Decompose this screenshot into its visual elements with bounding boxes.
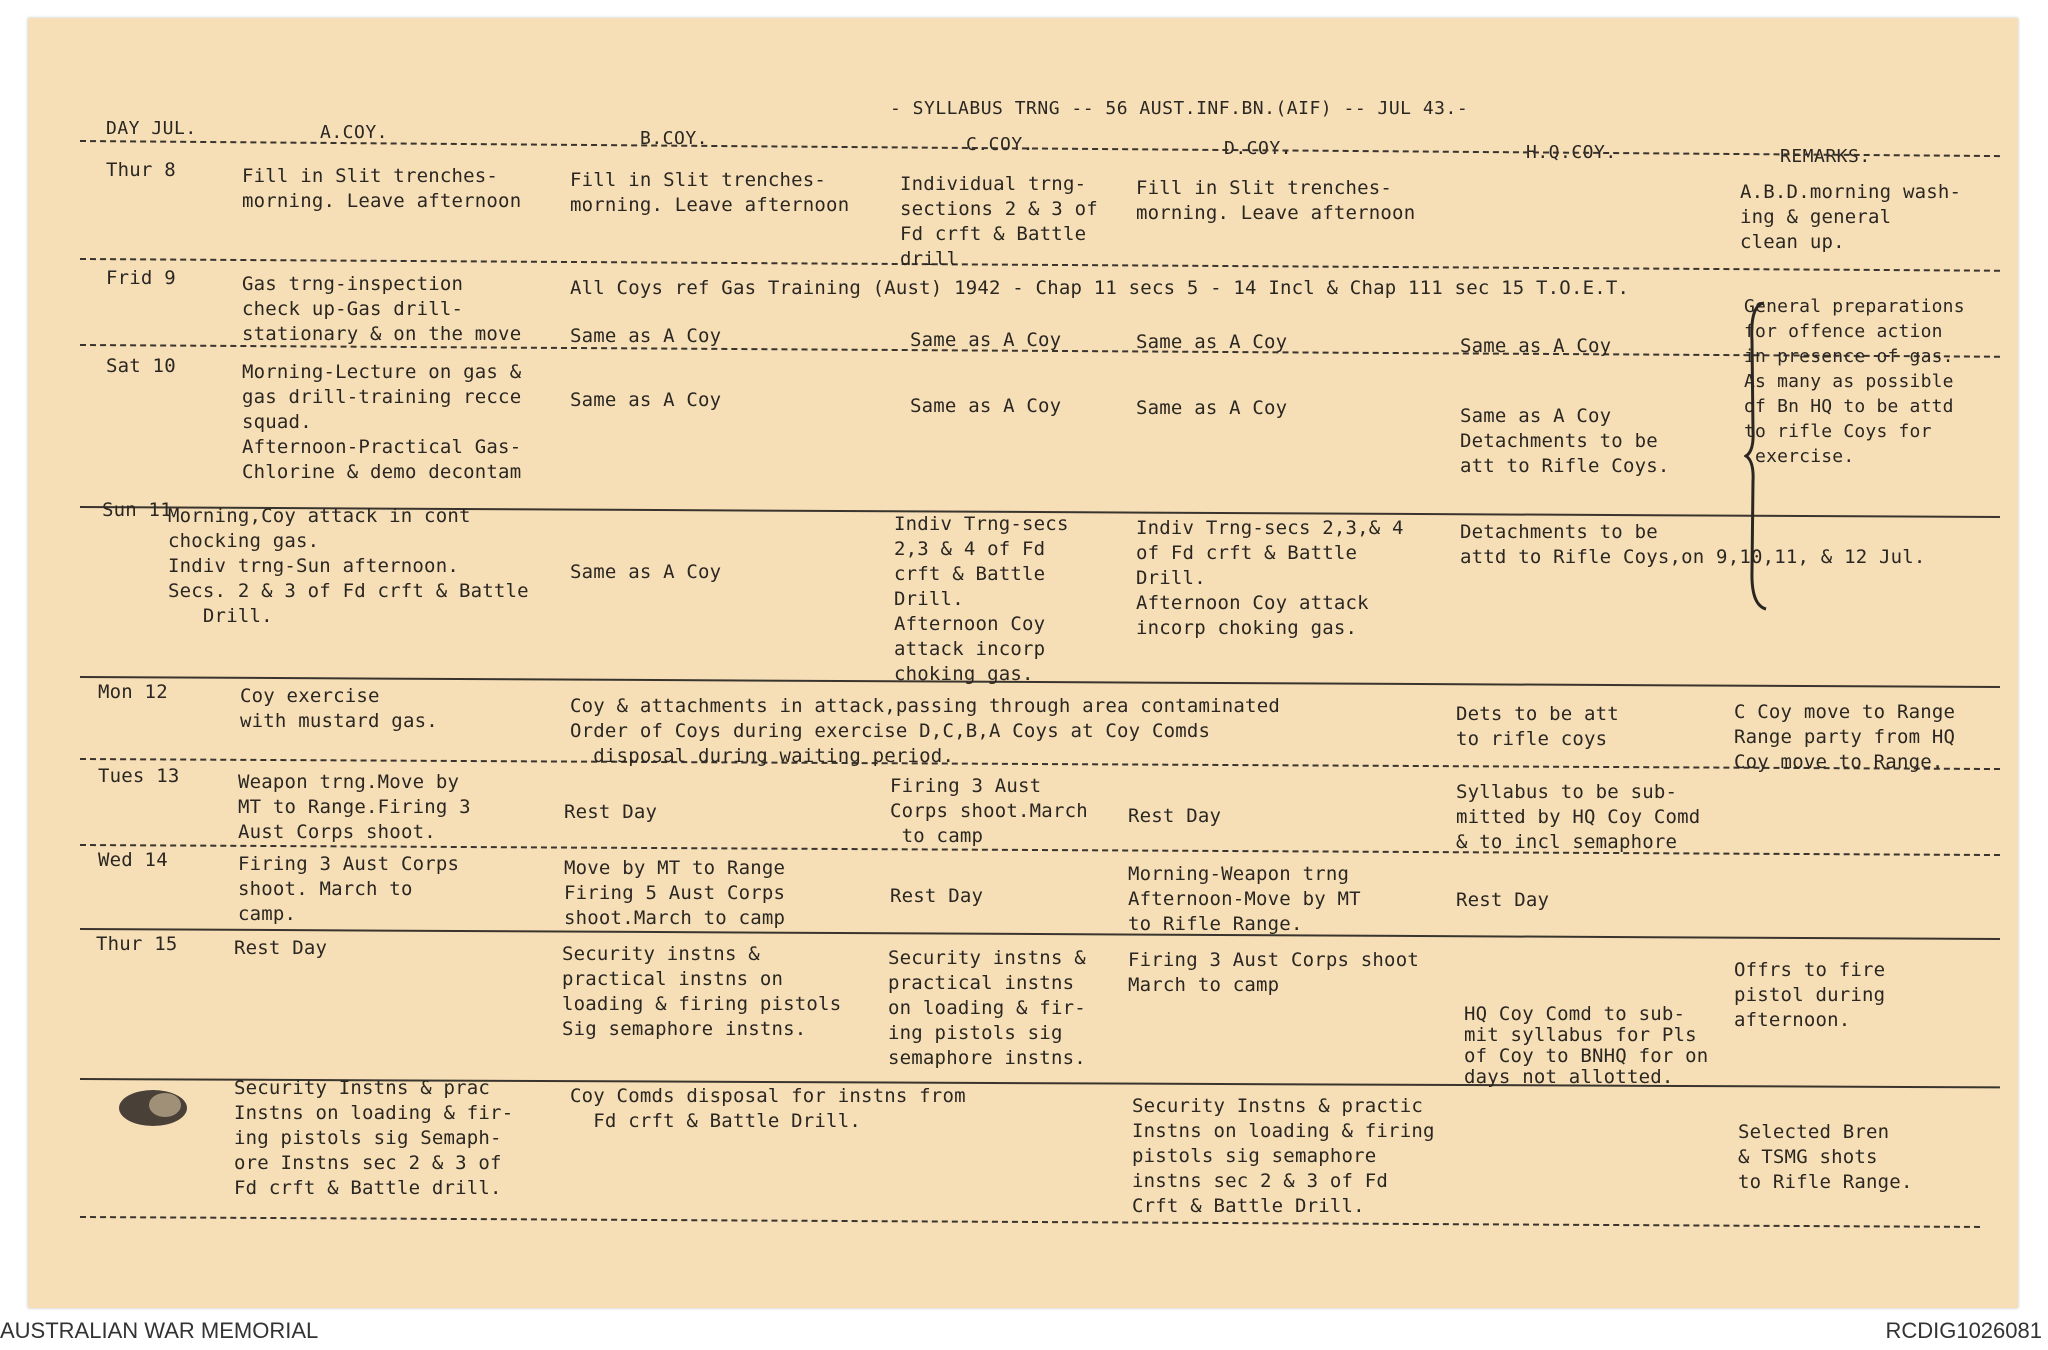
header-d-coy: D.COY. (1224, 138, 1293, 159)
cell-mon12-span: Coy & attachments in attack,passing through area contaminated Order of Coys during exercise D,C,B,A Coys at Coy Comds disposal during waiting period. (570, 695, 1280, 767)
cell-fri9-b: Same as A Coy (570, 325, 722, 347)
document-sheet (28, 18, 2018, 1308)
cell-sat10-hq: Same as A Coy Detachments to be att to Rifle Coys. (1460, 405, 1670, 477)
cell-sun11-hq: Detachments to be attd to Rifle Coys,on 9,10,11, & 12 Jul. (1460, 521, 1926, 568)
cell-fri9-hq: Same as A Coy (1460, 335, 1612, 357)
cell-sun11-c: Indiv Trng-secs 2,3 & 4 of Fd crft & Battle Drill. Afternoon Coy attack incorp choking gas. (894, 513, 1069, 685)
cell-wed14-c: Rest Day (890, 885, 984, 907)
cell-fri9-span: All Coys ref Gas Training (Aust) 1942 - Chap 11 secs 5 - 14 Incl & Chap 111 sec 15 T.O.E.T. (570, 277, 1630, 299)
cell-tue13-hq: Syllabus to be sub- mitted by HQ Coy Comd & to incl semaphore (1456, 781, 1701, 853)
cell-sun11-a: Morning,Coy attack in cont chocking gas. Indiv trng-Sun afternoon. Secs. 2 & 3 of Fd crft & Battle Drill. (168, 505, 529, 627)
cell-thu15-hq: HQ Coy Comd to sub- mit syllabus for Pls of Coy to BNHQ for on days not allotted. (1464, 1003, 1709, 1088)
header-day: DAY JUL. (106, 118, 197, 139)
rule-header (80, 140, 2000, 157)
day-mon12: Mon 12 (98, 681, 168, 703)
cell-thu8-d: Fill in Slit trenches- morning. Leave afternoon (1136, 177, 1416, 224)
cell-sat10-c: Same as A Coy (910, 395, 1062, 417)
day-sun11: Sun 11 (102, 499, 172, 521)
cell-tue13-b: Rest Day (564, 801, 658, 823)
cell-tue13-a: Weapon trng.Move by MT to Range.Firing 3 Aust Corps shoot. (238, 771, 471, 843)
footer-credit: AUSTRALIAN WAR MEMORIAL (0, 1318, 319, 1343)
cell-thu15-c: Security instns & practical instns on loading & fir- ing pistols sig semaphore instns. (888, 947, 1086, 1069)
day-fri9: Frid 9 (106, 267, 176, 289)
cell-wed14-d: Morning-Weapon trng Afternoon-Move by MT to Rifle Range. (1128, 863, 1361, 935)
rule-row (80, 928, 2000, 940)
cell-sat10-b: Same as A Coy (570, 389, 722, 411)
cell-thu15-b: Security instns & practical instns on loading & firing pistols Sig semaphore instns. (562, 943, 842, 1040)
cell-mon12-a: Coy exercise with mustard gas. (240, 685, 438, 732)
cell-fri16-b: Coy Comds disposal for instns from Fd crft & Battle Drill. (570, 1085, 966, 1132)
cell-fri16-a: Security Instns & prac Instns on loading & fir- ing pistols sig Semaph- ore Instns sec 2 & 3 of Fd crft & Battle drill. (234, 1077, 514, 1199)
document-title: - SYLLABUS TRNG -- 56 AUST.INF.BN.(AIF) -- JUL 43.- (890, 98, 1469, 119)
cell-thu15-remarks: Offrs to fire pistol during afternoon. (1734, 959, 1886, 1031)
cell-sun11-b: Same as A Coy (570, 561, 722, 583)
cell-thu8-remarks: A.B.D.morning wash- ing & general clean up. (1740, 181, 1962, 253)
cell-sat10-a: Morning-Lecture on gas & gas drill-training recce squad. Afternoon-Practical Gas- Chlorine & demo decontam (242, 361, 522, 483)
ink-smudge (113, 1083, 193, 1133)
cell-tue13-c: Firing 3 Aust Corps shoot.March to camp (890, 775, 1088, 847)
cell-sun11-d: Indiv Trng-secs 2,3,& 4 of Fd crft & Battle Drill. Afternoon Coy attack incorp choking gas. (1136, 517, 1404, 639)
cell-wed14-hq: Rest Day (1456, 889, 1550, 911)
cell-fri16-remarks: Selected Bren & TSMG shots to Rifle Range. (1738, 1121, 1913, 1193)
cell-wed14-a: Firing 3 Aust Corps shoot. March to camp. (238, 853, 460, 925)
cell-thu8-c: Individual trng- sections 2 & 3 of Fd crft & Battle drill (900, 173, 1098, 270)
header-b-coy: B.COY. (640, 128, 709, 149)
cell-tue13-d: Rest Day (1128, 805, 1222, 827)
cell-remarks-fri-sat: General preparations for offence action in presence of gas. As many as possible of Bn HQ to be attd to rifle Coys for exercise. (1744, 296, 1965, 467)
cell-fri16-d: Security Instns & practic Instns on loading & firing pistols sig semaphore instns sec 2 & 3 of Fd Crft & Battle Drill. (1132, 1095, 1435, 1217)
cell-thu8-a: Fill in Slit trenches- morning. Leave afternoon (242, 165, 522, 212)
header-hq-coy: H.Q.COY. (1526, 142, 1617, 163)
footer-id: RCDIG1026081 (1885, 1318, 2042, 1343)
day-sat10: Sat 10 (106, 355, 176, 377)
day-wed14: Wed 14 (98, 849, 168, 871)
cell-thu8-b: Fill in Slit trenches- morning. Leave afternoon (570, 169, 850, 216)
cell-fri9-c: Same as A Coy (910, 329, 1062, 351)
header-remarks: REMARKS. (1780, 146, 1871, 167)
cell-fri9-a: Gas trng-inspection check up-Gas drill- stationary & on the move (242, 273, 522, 345)
header-c-coy: C.COY. (966, 134, 1035, 155)
cell-mon12-remarks: C Coy move to Range Range party from HQ Coy move to Range. (1734, 701, 1956, 773)
cell-mon12-hq: Dets to be att to rifle coys (1456, 703, 1619, 750)
day-tue13: Tues 13 (98, 765, 180, 787)
rule-bottom (80, 1216, 1980, 1228)
cell-wed14-b: Move by MT to Range Firing 5 Aust Corps shoot.March to camp (564, 857, 786, 929)
cell-fri9-d: Same as A Coy (1136, 331, 1288, 353)
cell-thu15-a: Rest Day (234, 937, 328, 959)
cell-thu15-d: Firing 3 Aust Corps shoot March to camp (1128, 949, 1419, 996)
header-a-coy: A.COY. (320, 122, 389, 143)
day-thu15: Thur 15 (96, 933, 178, 955)
day-thu8: Thur 8 (106, 159, 176, 181)
cell-sat10-d: Same as A Coy (1136, 397, 1288, 419)
